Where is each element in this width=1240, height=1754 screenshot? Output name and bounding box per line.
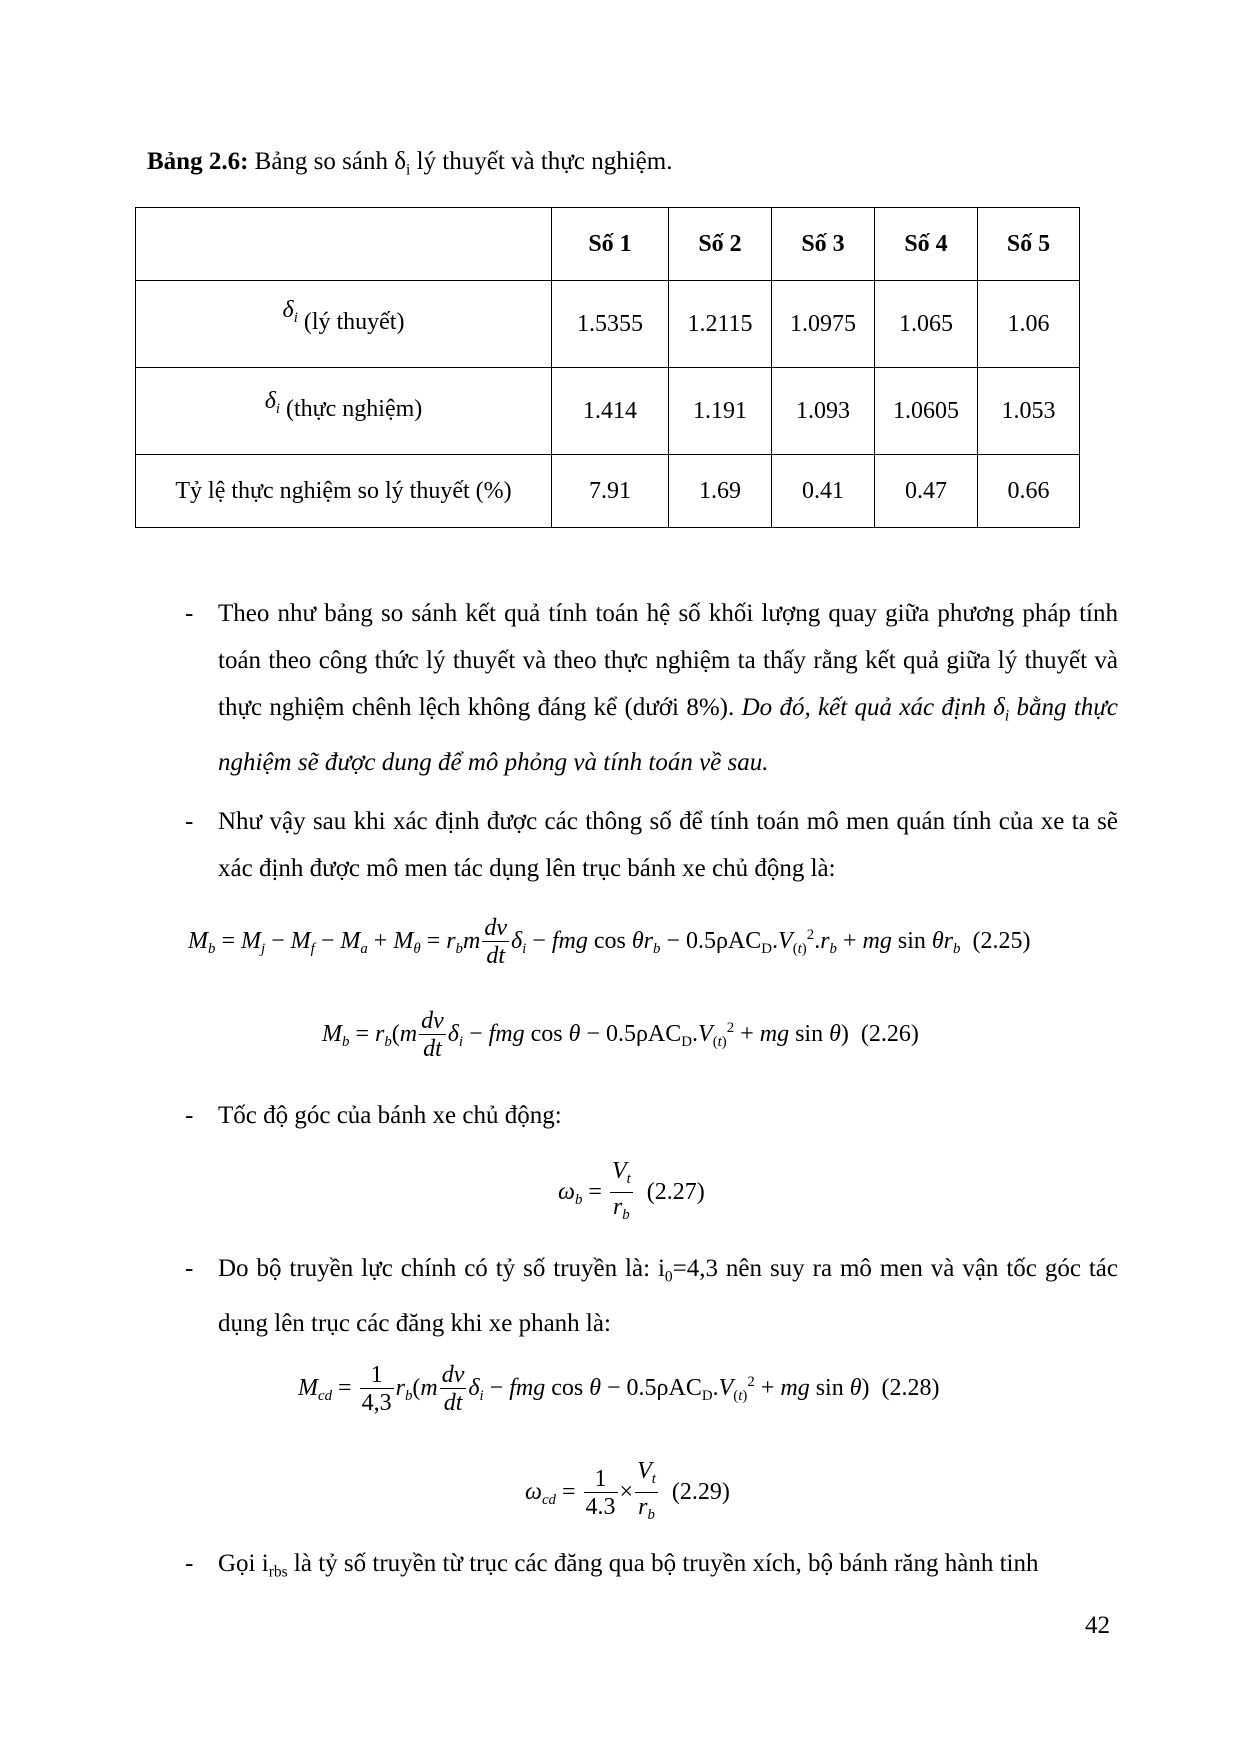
equation-number: (2.27) <box>646 1179 705 1206</box>
paragraph-text: Gọi i <box>218 1550 269 1577</box>
equation-number: (2.29) <box>671 1479 730 1506</box>
paragraph-comparison: Theo như bảng so sánh kết quả tính toán hệ số khối lượng quay giữa phương pháp tính toán theo công thức lý thuyết và theo thực nghiệm ta thấy rằng kết quả giữa lý thuyết và thực nghiệm chênh lệch không đáng kể (dưới 8%). Do đó, kết quả xác định $\delta_i$ bằng thực nghiệm sẽ được dung để mô phỏng và tính toán về sau. <box>218 600 1118 777</box>
table-row <box>136 455 1080 528</box>
equation-2-25: $M_b = M_j - M_f - M_a + M_\theta = r_bm$ $\frac{dv}{dt}$ $\delta_i$ − fmg $\cos \theta r_b - 0.5\rho AC_D.V_{(t)}^2.r_b$ + mg $\sin \theta r_b$ (2.25) <box>188 915 1031 969</box>
row-label-text: (thực nghiệm) <box>285 395 423 422</box>
caption-label: Bảng 2.6: <box>147 148 249 175</box>
bullet-dash: - <box>185 600 194 627</box>
table-cell: 0.41 <box>772 455 875 528</box>
table-cell: 1.2115 <box>669 281 772 368</box>
equation-number: (2.25) <box>972 928 1031 955</box>
equation-number: (2.26) <box>860 1021 919 1048</box>
paragraph-text: Do bộ truyền lực chính có tỷ số truyền là: i <box>218 1255 665 1282</box>
caption-sub: i <box>406 161 411 179</box>
equation-2-29: $\omega_{cd}$ = $\frac{1}{4.3}$ × $\frac{V_t}{r_b}$ (2.29) <box>525 1458 730 1524</box>
table-cell: 1.0605 <box>875 368 978 455</box>
table-cell: 1.053 <box>978 368 1080 455</box>
header-cell: Số 4 <box>875 208 978 281</box>
equation-2-26: $M_b = r_b(m$ $\frac{dv}{dt}$ $\delta_i$ − fmg $\cos \theta - 0.5\rho AC_D.V_{(t)}^2$ + mg sin θ) (2.26) <box>322 1008 919 1062</box>
row-label-text: (lý thuyết) <box>303 308 405 335</box>
header-cell: Số 1 <box>552 208 669 281</box>
bullet-dash: - <box>185 1255 194 1282</box>
delta-symbol: δ <box>264 387 276 414</box>
table-cell: 7.91 <box>552 455 669 528</box>
paragraph-italic: bằng thực nghiệm sẽ được dung để mô phỏng và tính toán về sau. <box>218 694 1118 777</box>
frac-num: 1 <box>360 1362 394 1389</box>
header-cell <box>136 208 552 281</box>
header-cell: Số 2 <box>669 208 772 281</box>
row-label <box>136 368 552 455</box>
frac-num: dv <box>441 1362 465 1388</box>
equation-2-27: $\omega_b$ = $\frac{V_t}{r_b}$ (2.27) <box>558 1158 705 1224</box>
paragraph-italic: Do đó, kết quả xác định <box>741 694 994 721</box>
row-label <box>136 281 552 368</box>
table-cell: 0.66 <box>978 455 1080 528</box>
frac-num: dv <box>421 1008 444 1034</box>
table-cell: 1.191 <box>669 368 772 455</box>
table-cell: 1.06 <box>978 281 1080 368</box>
ratio-sub: 0 <box>664 1268 673 1286</box>
table-cell: 1.414 <box>552 368 669 455</box>
table-cell: 1.093 <box>772 368 875 455</box>
equation-number: (2.28) <box>881 1375 940 1402</box>
table-row <box>136 368 1080 455</box>
paragraph-transmission <box>218 1540 1118 1595</box>
table-header-row <box>136 208 1080 281</box>
paragraph-text: =4,3 nên suy ra mô men và vận tốc góc tác dụng lên trục các đăng khi xe phanh là: <box>218 1255 1118 1338</box>
frac-den: 4.3 <box>585 1494 616 1521</box>
table-cell: 1.0975 <box>772 281 875 368</box>
row-label-text: Tỷ lệ thực nghiệm so lý thuyết (%) <box>175 477 512 504</box>
frac-den: 4,3 <box>361 1390 392 1416</box>
paragraph-angular-speed <box>218 1092 1118 1139</box>
paragraph-moment <box>218 798 1118 892</box>
paragraph-gear-ratio <box>218 1245 1118 1347</box>
caption-text-2: lý thuyết và thực nghiệm. <box>410 148 673 175</box>
caption-text: Bảng so sánh δ <box>248 148 407 175</box>
equation-2-28: $M_{cd}$ = $\frac{1}{4,3}$ $r_b(m$ $\frac{dv}{dt}$ $\delta_i$ − fmg $\cos \theta - 0.5\rho AC_D.V_{(t)}^2$ + mg sin θ) (2.28) <box>298 1362 940 1416</box>
delta-sub: i <box>293 310 298 327</box>
frac-num: dv <box>484 915 507 941</box>
ratio-sub: rbs <box>268 1563 288 1581</box>
frac-num: 1 <box>584 1466 618 1493</box>
frac-den: dt <box>486 943 505 969</box>
table-row <box>136 281 1080 368</box>
table-cell: 1.5355 <box>552 281 669 368</box>
frac-den: dt <box>423 1036 442 1062</box>
table-cell: 1.69 <box>669 455 772 528</box>
header-cell: Số 5 <box>978 208 1080 281</box>
paragraph-text: Tốc độ góc của bánh xe chủ động: <box>218 1102 562 1129</box>
frac-den: dt <box>443 1390 463 1416</box>
bullet-dash: - <box>185 808 194 835</box>
table-caption <box>147 148 672 179</box>
comparison-table <box>135 207 1080 528</box>
row-label <box>136 455 552 528</box>
delta-symbol: δ <box>282 296 294 323</box>
paragraph-text: Như vậy sau khi xác định được các thông số để tính toán mô men quán tính của xe ta sẽ xác định được mô men tác dụng lên trục bánh xe chủ động là: <box>218 808 1118 882</box>
paragraph-text: là tỷ số truyền từ trục các đăng qua bộ truyền xích, bộ bánh răng hành tinh <box>287 1550 1039 1577</box>
table-cell: 1.065 <box>875 281 978 368</box>
bullet-dash: - <box>185 1550 194 1577</box>
page-number: 42 <box>1085 1612 1110 1639</box>
bullet-dash: - <box>185 1102 194 1129</box>
header-cell: Số 3 <box>772 208 875 281</box>
delta-sub: i <box>275 401 280 418</box>
table-cell: 0.47 <box>875 455 978 528</box>
paragraph-text: Theo như bảng so sánh kết quả tính toán hệ số khối lượng quay giữa phương pháp tính toán theo công thức lý thuyết và theo thực nghiệm ta thấy rằng kết quả giữa lý thuyết và thực nghiệm chênh lệch không đáng kể (dưới 8%). <box>218 600 1118 721</box>
